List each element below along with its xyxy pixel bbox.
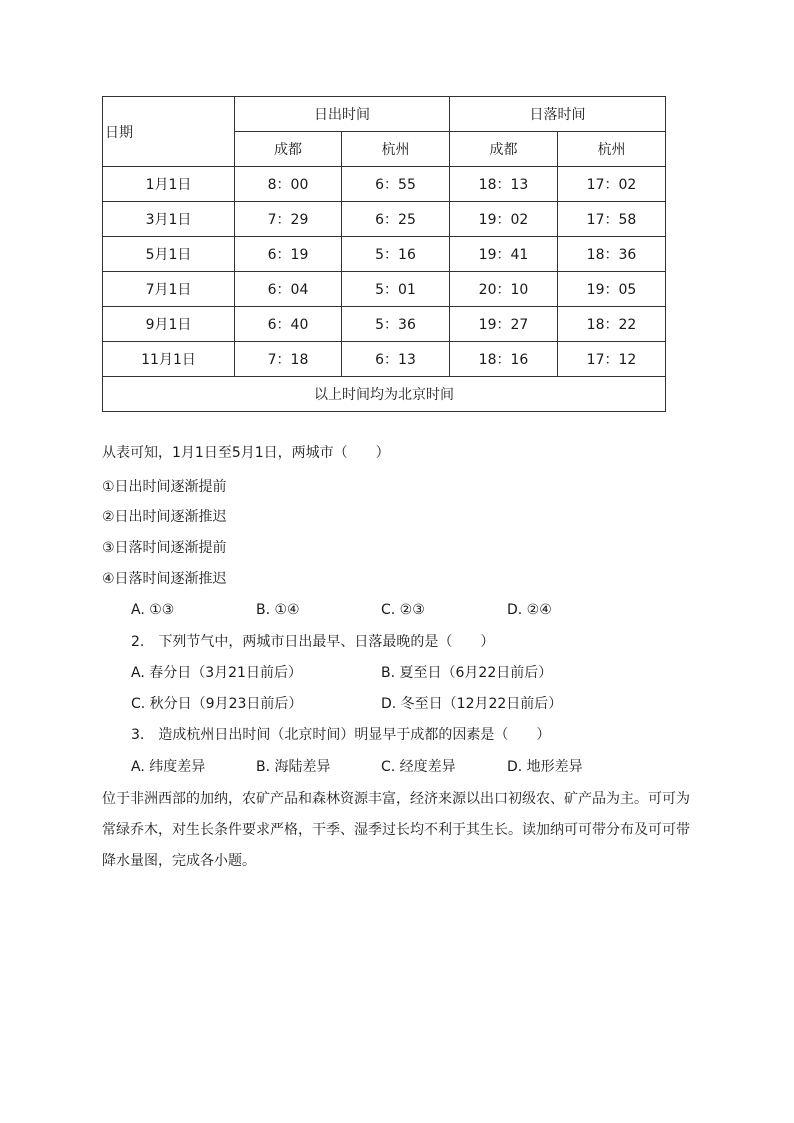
q2-option-c: C. 秋分日（9月23日前后） — [131, 696, 303, 712]
sunrise-chengdu-cell: 7：29 — [235, 202, 342, 237]
city-header: 成都 — [450, 132, 558, 167]
q1-option-d: D. ②④ — [507, 602, 552, 618]
table-row — [103, 167, 666, 202]
date-header: 日期 — [103, 97, 235, 167]
city-header: 成都 — [235, 132, 342, 167]
statement-2: ②日出时间逐渐推迟 — [102, 509, 227, 525]
date-cell: 1月1日 — [103, 167, 235, 202]
sunset-hangzhou-cell: 17：02 — [558, 167, 666, 202]
sunset-chengdu-cell: 20：10 — [450, 272, 558, 307]
q2-option-b: B. 夏至日（6月22日前后） — [381, 665, 553, 681]
table-row — [103, 342, 666, 377]
table-footer-note: 以上时间均为北京时间 — [103, 377, 666, 412]
sunrise-header: 日出时间 — [235, 97, 450, 132]
q1-option-a: A. ①③ — [131, 602, 175, 618]
sunset-header: 日落时间 — [450, 97, 666, 132]
sunrise-chengdu-cell: 6：40 — [235, 307, 342, 342]
q2-option-d: D. 冬至日（12月22日前后） — [381, 696, 563, 712]
sunset-hangzhou-cell: 18：22 — [558, 307, 666, 342]
sunrise-hangzhou-cell: 5：16 — [342, 237, 450, 272]
sunrise-chengdu-cell: 6：19 — [235, 237, 342, 272]
q3-option-a: A. 纬度差异 — [131, 759, 206, 775]
table-row — [103, 307, 666, 342]
date-cell: 9月1日 — [103, 307, 235, 342]
sunrise-chengdu-cell: 7：18 — [235, 342, 342, 377]
table-row — [103, 272, 666, 307]
question-3-stem: 3. 造成杭州日出时间（北京时间）明显早于成都的因素是（ ） — [131, 727, 551, 743]
date-cell: 5月1日 — [103, 237, 235, 272]
q1-option-b: B. ①④ — [256, 602, 300, 618]
city-header: 杭州 — [558, 132, 666, 167]
sunrise-hangzhou-cell: 6：25 — [342, 202, 450, 237]
sunrise-hangzhou-cell: 6：13 — [342, 342, 450, 377]
sunrise-sunset-table — [102, 96, 666, 412]
sunrise-hangzhou-cell: 6：55 — [342, 167, 450, 202]
sunset-chengdu-cell: 19：02 — [450, 202, 558, 237]
date-cell: 7月1日 — [103, 272, 235, 307]
sunrise-chengdu-cell: 8：00 — [235, 167, 342, 202]
question-1-stem: 从表可知，1月1日至5月1日，两城市（ ） — [102, 445, 390, 461]
table-row — [103, 202, 666, 237]
sunset-hangzhou-cell: 19：05 — [558, 272, 666, 307]
sunset-chengdu-cell: 19：41 — [450, 237, 558, 272]
q1-option-c: C. ②③ — [381, 602, 425, 618]
sunset-hangzhou-cell: 18：36 — [558, 237, 666, 272]
q2-option-a: A. 春分日（3月21日前后） — [131, 665, 302, 681]
sunset-chengdu-cell: 18：13 — [450, 167, 558, 202]
q3-option-b: B. 海陆差异 — [256, 759, 331, 775]
question-2-stem: 2. 下列节气中，两城市日出最早、日落最晚的是（ ） — [131, 634, 495, 650]
sunset-hangzhou-cell: 17：58 — [558, 202, 666, 237]
date-cell: 11月1日 — [103, 342, 235, 377]
passage-paragraph: 位于非洲西部的加纳，农矿产品和森林资源丰富，经济来源以出口初级农、矿产品为主。可可为常绿乔木，对生长条件要求严格，干季、湿季过长均不利于其生长。读加纳可可带分布及可可带降水量图，完成各小题。 — [102, 791, 690, 869]
q3-option-c: C. 经度差异 — [381, 759, 456, 775]
statement-1: ①日出时间逐渐提前 — [102, 479, 227, 495]
sunrise-hangzhou-cell: 5：36 — [342, 307, 450, 342]
city-header: 杭州 — [342, 132, 450, 167]
date-cell: 3月1日 — [103, 202, 235, 237]
q3-option-d: D. 地形差异 — [507, 759, 583, 775]
sunset-chengdu-cell: 19：27 — [450, 307, 558, 342]
sunrise-chengdu-cell: 6：04 — [235, 272, 342, 307]
sunset-chengdu-cell: 18：16 — [450, 342, 558, 377]
statement-3: ③日落时间逐渐提前 — [102, 540, 227, 556]
statement-4: ④日落时间逐渐推迟 — [102, 571, 227, 587]
sunrise-hangzhou-cell: 5：01 — [342, 272, 450, 307]
sunset-hangzhou-cell: 17：12 — [558, 342, 666, 377]
table-row — [103, 237, 666, 272]
